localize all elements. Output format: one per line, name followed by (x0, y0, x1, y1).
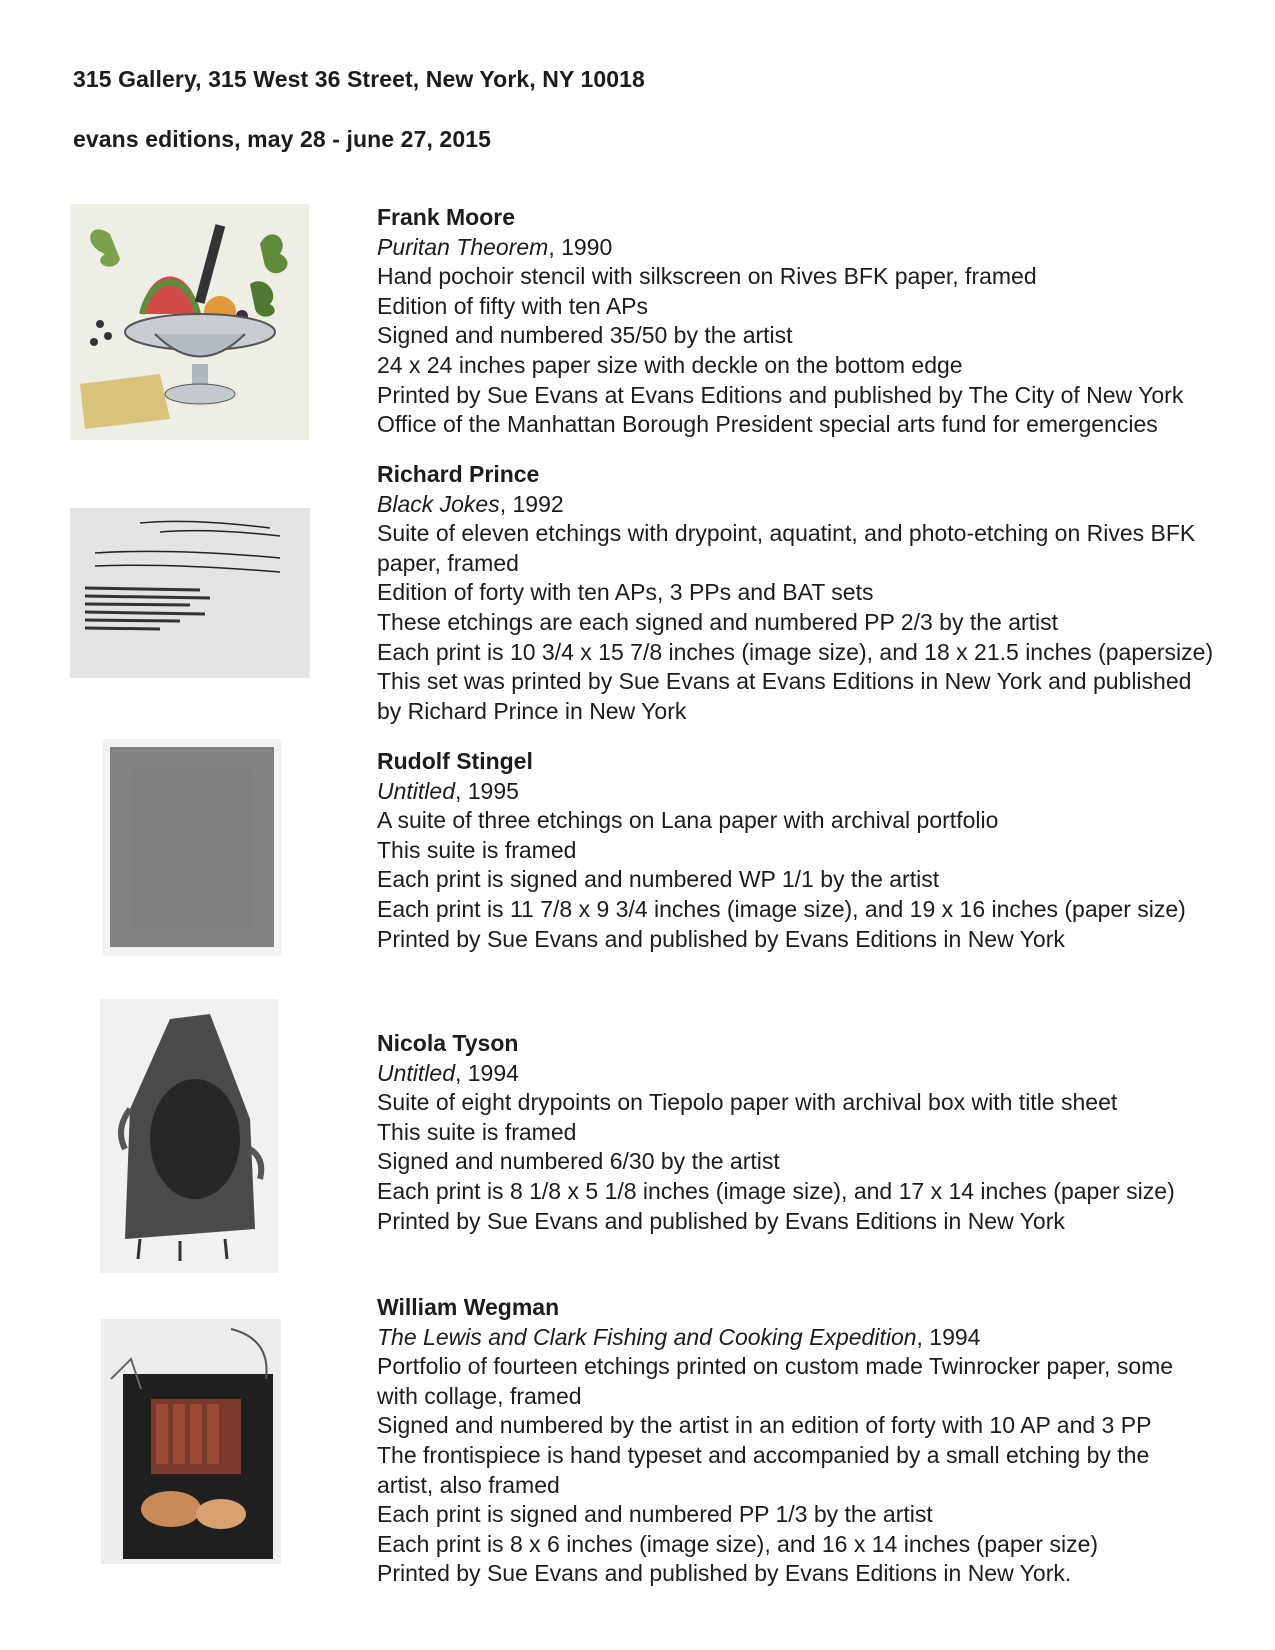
detail-line: Edition of fifty with ten APs (377, 292, 649, 319)
artwork-title: Puritan Theorem (377, 233, 549, 260)
artwork-image-nicola-tyson (100, 999, 278, 1273)
artist-name: Frank Moore (377, 204, 516, 230)
artist-name: William Wegman (377, 1294, 560, 1320)
detail-line: Each print is 10 3/4 x 15 7/8 inches (image size), and 18 x 21.5 inches (papersize) (377, 638, 1214, 665)
artwork-title-line (377, 777, 1257, 807)
artist-name: Rudolf Stingel (377, 748, 533, 774)
artwork-title: Untitled (377, 777, 455, 804)
artist-name: Nicola Tyson (377, 1030, 519, 1056)
detail-line: Suite of eleven etchings with drypoint, aquatint, and photo-etching on Rives BFK (377, 520, 1196, 547)
detail-line: paper, framed (377, 549, 519, 576)
detail-line: Each print is signed and numbered PP 1/3 by the artist (377, 1501, 933, 1528)
detail-line: Each print is 8 1/8 x 5 1/8 inches (image size), and 17 x 14 inches (paper size) (377, 1177, 1175, 1204)
detail-line: with collage, framed (377, 1382, 582, 1409)
artwork-year: , 1994 (916, 1323, 981, 1350)
detail-line: Office of the Manhattan Borough President special arts fund for emergencies (377, 411, 1158, 438)
artwork-image-frank-moore (70, 204, 309, 440)
artist-name: Richard Prince (377, 461, 540, 487)
detail-line: Each print is signed and numbered WP 1/1 by the artist (377, 866, 940, 893)
detail-line: Edition of forty with ten APs, 3 PPs and BAT sets (377, 579, 874, 606)
detail-line: Printed by Sue Evans at Evans Editions and published by The City of New York (377, 381, 1184, 408)
artwork-image-william-wegman (101, 1319, 281, 1564)
artwork-year: , 1994 (454, 1059, 519, 1086)
detail-line: These etchings are each signed and numbered PP 2/3 by the artist (377, 608, 1059, 635)
detail-line: Printed by Sue Evans and published by Evans Editions in New York (377, 925, 1065, 952)
entry-frank-moore (377, 203, 1257, 440)
entry-rudolf-stingel (377, 747, 1257, 954)
artwork-year: , 1990 (548, 233, 613, 260)
gallery-address: 315 Gallery, 315 West 36 Street, New York, NY 10018 (73, 66, 645, 92)
artwork-image-rudolf-stingel (102, 739, 282, 956)
detail-line: artist, also framed (377, 1471, 560, 1498)
detail-line: Portfolio of fourteen etchings printed on custom made Twinrocker paper, some (377, 1353, 1174, 1380)
artwork-year: , 1992 (499, 490, 564, 517)
detail-line: Suite of eight drypoints on Tiepolo paper with archival box with title sheet (377, 1089, 1118, 1116)
exhibition-title: evans editions, may 28 - june 27, 2015 (73, 126, 492, 152)
detail-line: This set was printed by Sue Evans at Evans Editions in New York and published (377, 668, 1192, 695)
detail-line: Hand pochoir stencil with silkscreen on Rives BFK paper, framed (377, 263, 1037, 290)
detail-line: by Richard Prince in New York (377, 697, 687, 724)
artwork-title: The Lewis and Clark Fishing and Cooking Expedition (377, 1323, 917, 1350)
entry-william-wegman (377, 1293, 1257, 1589)
entry-richard-prince (377, 460, 1257, 726)
detail-line: Signed and numbered 6/30 by the artist (377, 1148, 780, 1175)
detail-line: 24 x 24 inches paper size with deckle on the bottom edge (377, 351, 963, 378)
artwork-image-richard-prince (70, 508, 310, 678)
detail-line: A suite of three etchings on Lana paper with archival portfolio (377, 807, 999, 834)
detail-line: Signed and numbered 35/50 by the artist (377, 322, 793, 349)
detail-line: Printed by Sue Evans and published by Evans Editions in New York. (377, 1560, 1072, 1587)
artwork-title: Untitled (377, 1059, 455, 1086)
artwork-title-line (377, 233, 1257, 263)
detail-line: This suite is framed (377, 1118, 577, 1145)
artwork-title-line (377, 1059, 1257, 1089)
artwork-title-line (377, 1323, 1257, 1353)
artwork-title-line (377, 490, 1257, 520)
entry-nicola-tyson (377, 1029, 1257, 1236)
detail-line: This suite is framed (377, 836, 577, 863)
detail-line: Signed and numbered by the artist in an edition of forty with 10 AP and 3 PP (377, 1412, 1152, 1439)
detail-line: Each print is 8 x 6 inches (image size), and 16 x 14 inches (paper size) (377, 1530, 1099, 1557)
detail-line: Printed by Sue Evans and published by Evans Editions in New York (377, 1207, 1065, 1234)
detail-line: The frontispiece is hand typeset and accompanied by a small etching by the (377, 1441, 1150, 1468)
detail-line: Each print is 11 7/8 x 9 3/4 inches (image size), and 19 x 16 inches (paper size) (377, 895, 1186, 922)
artwork-title: Black Jokes (377, 490, 500, 517)
artwork-year: , 1995 (454, 777, 519, 804)
